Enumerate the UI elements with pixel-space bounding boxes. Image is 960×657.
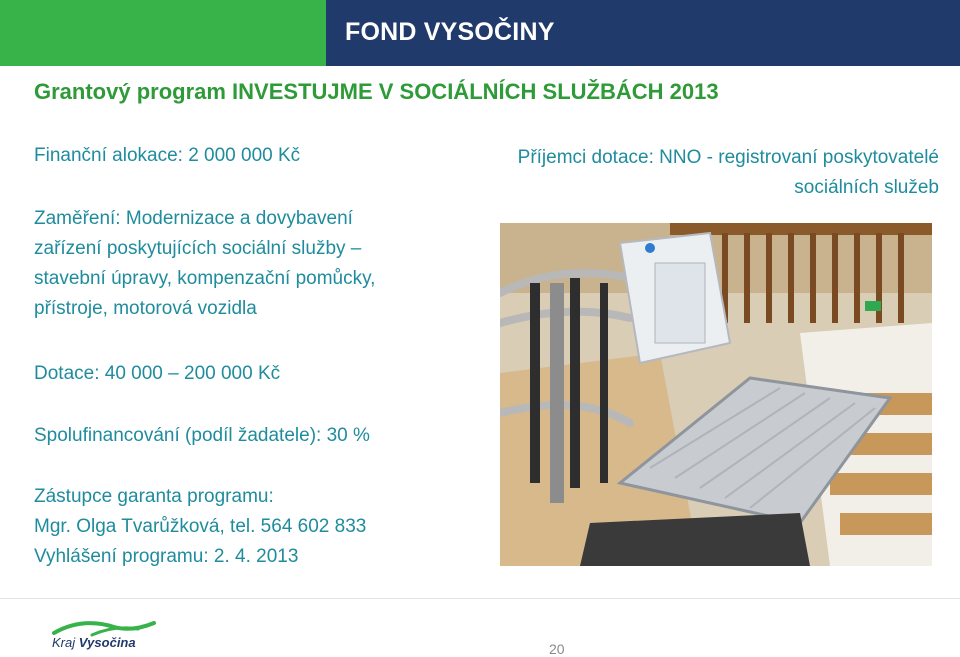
recipients-line-1: Příjemci dotace: NNO - registrovaní poskytovatelé	[517, 147, 939, 168]
guarantor-label: Zástupce garanta programu:	[34, 486, 274, 507]
page-number: 20	[549, 641, 565, 657]
logo-vysocina: Vysočina	[78, 635, 136, 650]
kraj-vysocina-logo	[52, 619, 156, 653]
guarantor-block	[34, 482, 366, 572]
subsidy-text: Dotace: 40 000 – 200 000 Kč	[34, 363, 281, 384]
header-green-band	[0, 0, 326, 66]
recipients-text	[518, 143, 939, 203]
focus-line-3: stavební úpravy, kompenzační pomůcky,	[34, 268, 376, 289]
program-title: Grantový program INVESTUJME V SOCIÁLNÍCH SLUŽBÁCH 2013	[34, 79, 719, 104]
recipients-line-2: sociálních služeb	[794, 177, 939, 198]
logo-kraj: Kraj	[52, 635, 76, 650]
announcement-date: Vyhlášení programu: 2. 4. 2013	[34, 546, 299, 567]
focus-line-2: zařízení poskytujících sociální služby –	[34, 238, 362, 259]
allocation-text: Finanční alokace: 2 000 000 Kč	[34, 145, 301, 166]
stair-platform-lift-photo	[500, 223, 932, 566]
guarantor-contact: Mgr. Olga Tvarůžková, tel. 564 602 833	[34, 516, 367, 537]
focus-line-1: Zaměření: Modernizace a dovybavení	[34, 208, 353, 229]
focus-line-4: přístroje, motorová vozidla	[34, 298, 257, 319]
logo-wordmark	[52, 635, 136, 650]
footer-divider	[0, 598, 960, 599]
focus-text	[34, 204, 375, 324]
cofinancing-text: Spolufinancování (podíl žadatele): 30 %	[34, 425, 370, 446]
brand-title: FOND VYSOČINY	[345, 18, 555, 46]
